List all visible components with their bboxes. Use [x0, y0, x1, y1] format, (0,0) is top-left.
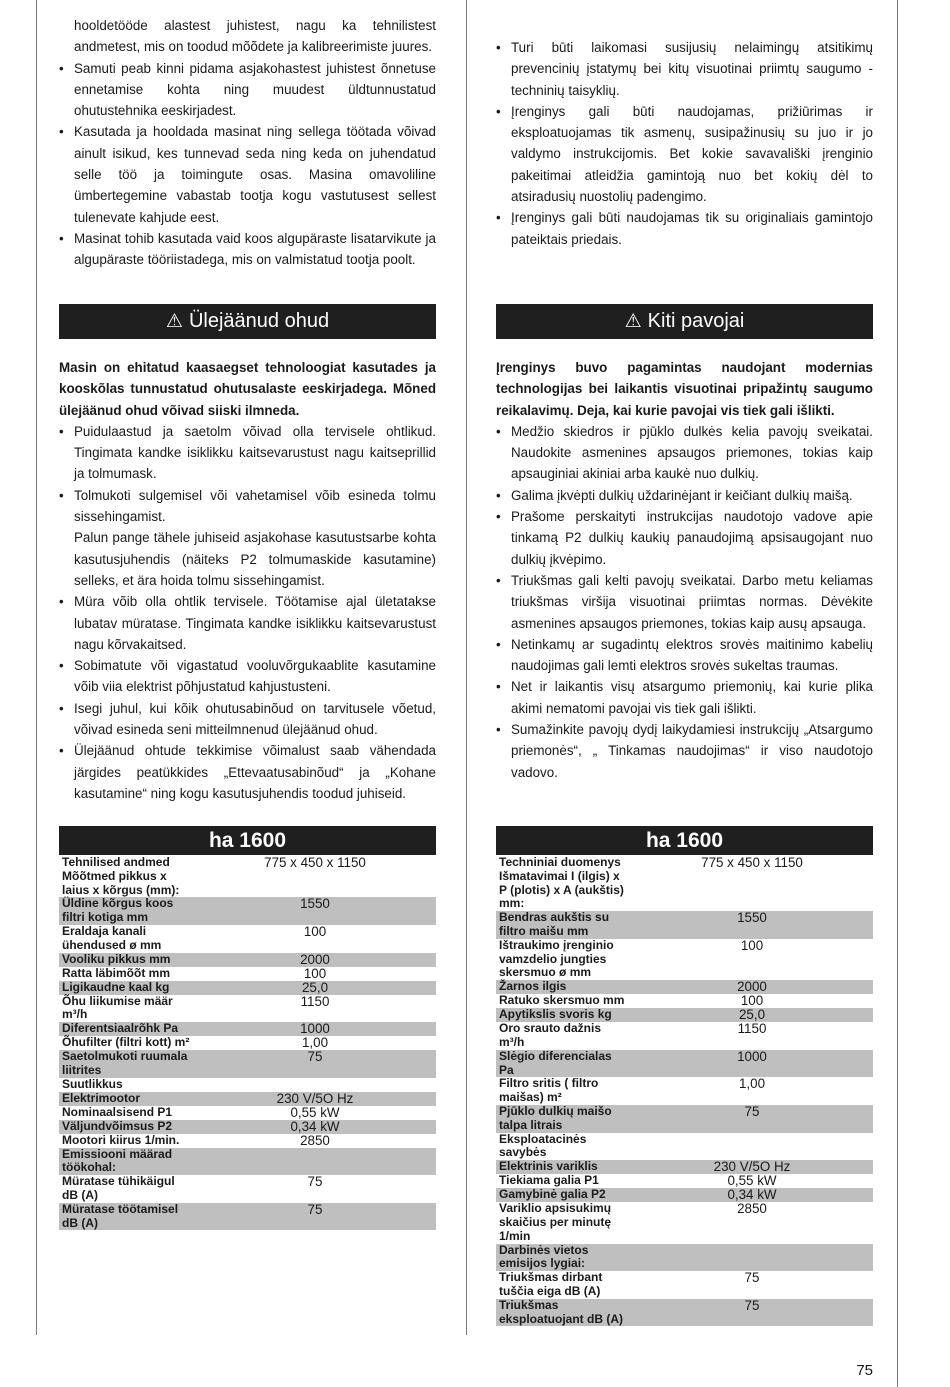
- list-item-text: Kasutada ja hooldada masinat ning sellega töötada võivad ainult isikud, kes tunnevad seda ning keda on juhendatud selle töö ja toimingute osas. Masina omavoliline ümbertegemine vabastab tootja kogu vastutusest sellest tulenevate kahjude eest.: [74, 124, 436, 225]
- spec-value: 775 x 450 x 1150: [701, 855, 803, 870]
- spec-value: 1000: [631, 1050, 873, 1078]
- list-item: [496, 101, 873, 207]
- left-spec-table: [59, 856, 436, 1230]
- bullet-icon: •: [496, 103, 501, 119]
- spec-label: Pjūklo dulkių maišo talpa litrais: [496, 1105, 631, 1133]
- list-item: [59, 698, 436, 741]
- bullet-icon: •: [59, 700, 64, 716]
- spec-row: [59, 995, 436, 1023]
- left-margin-rule: [36, 0, 37, 1335]
- spec-value: 1550: [631, 911, 873, 939]
- spec-row: [59, 1050, 436, 1078]
- list-item-text: Puidulaastud ja saetolm võivad olla tervisele ohtlikud. Tingimata kandke isiklikku kaitsevarustust nagu kaitseprillid ja tolmumask.: [74, 423, 436, 482]
- right-margin-rule: [897, 0, 898, 1387]
- spec-label: Tehnilised andmed Mõõtmed pikkus x laius x kõrgus (mm):: [62, 855, 180, 897]
- spec-label: Elektrimootor: [59, 1092, 194, 1106]
- spec-label: Emissiooni määrad töökohal:: [59, 1148, 194, 1176]
- list-item: [59, 228, 436, 271]
- right-heading-title: Kiti pavojai: [647, 310, 745, 332]
- list-item-text: Netinkamų ar sugadintų elektros srovės maitinimo kabelių naudojimas gali lemti elektros srovės sukeltas traumas.: [511, 636, 873, 674]
- spec-label: Variklio apsisukimų skaičius per minutę 1/min: [499, 1201, 612, 1243]
- left-model-title: ha 1600: [208, 828, 287, 852]
- list-item-text: Samuti peab kinni pidama asjakohastest juhistest õnnetuse ennetamise kohta ning muudest üldtunnustatud ohutustehnika eeskirjadest.: [74, 60, 436, 119]
- spec-value: 1150: [737, 1021, 767, 1037]
- spec-row: [59, 1092, 436, 1106]
- list-item: [59, 58, 436, 122]
- spec-value: 775 x 450 x 1150: [264, 855, 366, 870]
- spec-label: Müratase töötamisel dB (A): [59, 1203, 194, 1231]
- center-column-rule: [466, 0, 467, 1335]
- spec-row: [496, 856, 873, 911]
- spec-row: [59, 967, 436, 981]
- spec-label: Elektrinis variklis: [496, 1160, 631, 1174]
- spec-label: Darbinės vietos emisijos lygiai:: [496, 1244, 631, 1272]
- spec-row: [59, 925, 436, 953]
- spec-value: [194, 1148, 436, 1176]
- bullet-icon: •: [496, 40, 501, 55]
- spec-value: 75: [194, 1203, 436, 1231]
- spec-value: 100: [740, 937, 764, 953]
- spec-row: [59, 1106, 436, 1120]
- spec-row: [496, 1188, 873, 1202]
- spec-label: Triukšmas eksploatuojant dB (A): [496, 1299, 631, 1327]
- spec-value: 2850: [737, 1201, 767, 1217]
- right-hazards-list: [496, 421, 873, 783]
- spec-label: Žarnos ilgis: [496, 980, 631, 994]
- list-item-text: Turi būti laikomasi susijusių nelaimingų atsitikimų prevencinių įstatymų bei kitų visuotinai priimtų saugumo - techninių taisyklių.: [511, 40, 873, 98]
- bullet-icon: •: [59, 594, 64, 610]
- spec-label: Suutlikkus: [62, 1076, 123, 1091]
- spec-value: [631, 1133, 873, 1161]
- spec-value: 100: [740, 993, 764, 1009]
- right-top-bullets: [496, 37, 873, 250]
- spec-label: Saetolmukoti ruumala liitrites: [59, 1050, 194, 1078]
- spec-value: 0,34 kW: [631, 1188, 873, 1202]
- bullet-icon: •: [59, 423, 64, 439]
- list-item: [496, 506, 873, 570]
- left-top-bullets: [59, 15, 436, 271]
- spec-row: [496, 939, 873, 980]
- spec-label: Bendras aukštis su filtro maišu mm: [496, 911, 631, 939]
- list-item-text: Müra võib olla ohtlik tervisele. Töötamise ajal ületatakse lubatav müratase. Tingimata kandke isiklikku kaitsevarustust nagu kõrvakaitsed.: [74, 594, 436, 652]
- spec-label: Filtro sritis ( filtro maišas) m²: [499, 1076, 599, 1105]
- spec-value: 2850: [300, 1132, 330, 1148]
- spec-value: 100: [303, 965, 327, 981]
- spec-value: [194, 1078, 436, 1092]
- spec-row: [59, 1134, 436, 1148]
- spec-value: 0,55 kW: [727, 1173, 777, 1189]
- spec-label: Techniniai duomenys Išmatavimai I (ilgis) x P (plotis) x A (aukštis) mm:: [499, 855, 624, 911]
- list-item-text: Tolmukoti sulgemisel või vahetamisel võib esineda tolmu sissehingamist.: [74, 487, 436, 525]
- spec-row: [496, 1022, 873, 1050]
- spec-row: [496, 1244, 873, 1272]
- spec-label: Ištraukimo įrenginio vamzdelio jungties skersmuo ø mm: [499, 937, 614, 980]
- list-item: [496, 485, 873, 506]
- right-heading-bar: [496, 304, 873, 339]
- list-item: [496, 719, 873, 783]
- left-model-bar: [59, 826, 436, 855]
- spec-row: [59, 1203, 436, 1231]
- spec-value: 230 V/5O Hz: [631, 1160, 873, 1174]
- spec-row: [496, 994, 873, 1008]
- list-item-text: Sumažinkite pavojų dydį laikydamiesi instrukcijų „Atsargumo priemonės“, „ Tinkamas naudojimas“ ir viso naudotojo vadovo.: [511, 722, 873, 780]
- spec-value: 1,00: [301, 1035, 329, 1051]
- spec-label: Müratase tühikäigul dB (A): [62, 1174, 175, 1202]
- list-item-text: Įrenginys gali būti naudojamas, prižiūrimas ir eksploatuojamas tik asmenų, susipažinusių su juo ir jo valdymo instrukcijomis. Bet kokie savavališki įrenginio pakeitimai atleidžia gamintoją nuo bet kokių dėl to atsiradusių nuostolių padengimo.: [511, 103, 873, 205]
- list-item: [496, 676, 873, 719]
- spec-row: [496, 1160, 873, 1174]
- list-item-text: Isegi juhul, kui kõik ohutusabinõud on tarvitusele võetud, võivad esineda seni mitteilmnenud ülejäänud ohud.: [74, 700, 436, 738]
- list-item-text: Sobimatute või vigastatud vooluvõrgukaablite kasutamine võib viia elektrist põhjustatud kahjustusteni.: [74, 658, 436, 695]
- list-item-text: Prašome perskaityti instrukcijas naudotojo vadove apie tinkamą P2 dulkių kaukių panaudojimą apsisaugojant nuo dulkių įkvėpimo.: [511, 509, 873, 567]
- list-item: [496, 421, 873, 485]
- spec-value: 100: [303, 923, 327, 939]
- spec-label: Diferentsiaalrõhk Pa: [59, 1022, 194, 1036]
- spec-value: 0,55 kW: [290, 1104, 340, 1120]
- list-item: [59, 655, 436, 698]
- bullet-icon: •: [59, 658, 64, 674]
- list-item-text: Galima įkvėpti dulkių uždarinėjant ir keičiant dulkių maišą.: [511, 487, 853, 503]
- list-item: [59, 15, 436, 58]
- spec-row: [59, 1120, 436, 1134]
- spec-row: [59, 1036, 436, 1050]
- right-hazards-section: [496, 357, 873, 783]
- right-spec-table: [496, 856, 873, 1326]
- bullet-icon: •: [496, 487, 501, 503]
- spec-row: [59, 953, 436, 967]
- bullet-icon: •: [59, 487, 64, 503]
- right-model-title: ha 1600: [645, 828, 724, 852]
- spec-label: Vooliku pikkus mm: [59, 953, 194, 967]
- spec-label: Ratuko skersmuo mm: [499, 993, 625, 1008]
- spec-value: 25,0: [194, 981, 436, 995]
- spec-label: Ratta läbimõõt mm: [62, 965, 171, 980]
- bullet-icon: •: [496, 210, 501, 226]
- spec-label: Tiekiama galia P1: [499, 1173, 599, 1188]
- left-heading-bar: [59, 304, 436, 339]
- right-intro-text: Įrenginys buvo pagamintas naudojant modernias technologijas bei laikantis visuotinai pripažintų saugumo reikalavimų. Deja, kai kurie pavojai vis tiek gali išlikti.: [496, 360, 873, 418]
- spec-label: Õhu liikumise määr m³/h: [62, 993, 173, 1022]
- left-intro-text: Masin on ehitatud kaasaegset tehnoloogiat kasutades ja kooskõlas tunnustatud ohutusalaste eeskirjadega. Mõned ülejäänud ohud võivad siiski ilmneda.: [59, 360, 436, 418]
- left-heading-title: Ülejäänud ohud: [188, 310, 330, 332]
- spec-label: Õhufilter (filtri kott) m²: [62, 1035, 190, 1050]
- spec-value: 1,00: [738, 1076, 766, 1092]
- spec-row: [496, 1202, 873, 1243]
- spec-label: Eraldaja kanali ühendused ø mm: [62, 923, 162, 952]
- bullet-icon: •: [496, 509, 501, 525]
- spec-row: [496, 1077, 873, 1105]
- spec-row: [59, 856, 436, 897]
- spec-row: [59, 981, 436, 995]
- spec-value: 25,0: [631, 1008, 873, 1022]
- page-number: 75: [856, 1362, 873, 1379]
- warning-triangle-icon: ⚠: [165, 311, 183, 332]
- spec-value: 2000: [631, 980, 873, 994]
- list-item: [59, 740, 436, 804]
- spec-value: [631, 1244, 873, 1272]
- spec-label: Ligikaudne kaal kg: [59, 981, 194, 995]
- list-item-text: Net ir laikantis visų atsargumo priemonių, kai kurie plika akimi nematomi pavojai vis tiek gali išlikti.: [511, 679, 873, 716]
- list-item-text: Medžio skiedros ir pjūklo dulkės kelia pavojų sveikatai. Naudokite asmenines apsaugos priemones, tokias kaip apsauginiai akiniai arba kaukė nuo dulkių.: [511, 423, 873, 482]
- spec-row: [496, 1271, 873, 1299]
- right-model-bar: [496, 826, 873, 855]
- spec-row: [59, 1175, 436, 1203]
- spec-row: [496, 1174, 873, 1188]
- spec-value: 75: [744, 1270, 760, 1286]
- spec-label: Triukšmas dirbant tuščia eiga dB (A): [499, 1270, 603, 1298]
- spec-row: [496, 1008, 873, 1022]
- spec-value: 1150: [300, 993, 330, 1009]
- spec-row: [59, 1078, 436, 1092]
- list-item: [59, 527, 436, 591]
- spec-label: Eksploatacinės savybės: [499, 1131, 587, 1160]
- spec-row: [496, 1050, 873, 1078]
- spec-label: Apytikslis svoris kg: [496, 1008, 631, 1022]
- spec-row: [496, 911, 873, 939]
- spec-label: Mootori kiirus 1/min.: [62, 1132, 180, 1147]
- spec-row: [496, 980, 873, 994]
- bullet-icon: •: [59, 230, 64, 246]
- spec-row: [496, 1299, 873, 1327]
- spec-value: 75: [631, 1105, 873, 1133]
- spec-value: 2000: [194, 953, 436, 967]
- bullet-icon: •: [496, 423, 501, 439]
- spec-row: [59, 897, 436, 925]
- list-item: [59, 121, 436, 227]
- spec-value: 1000: [194, 1022, 436, 1036]
- list-item: [496, 570, 873, 634]
- left-hazards-list: [59, 421, 436, 804]
- bullet-icon: •: [59, 743, 64, 759]
- list-item: [496, 634, 873, 677]
- list-item-text: Įrenginys gali būti naudojamas tik su originaliais gamintojo pateiktais priedais.: [511, 210, 873, 247]
- bullet-icon: •: [496, 679, 501, 695]
- spec-label: Oro srauto dažnis m³/h: [499, 1021, 602, 1049]
- spec-label: Gamybinė galia P2: [496, 1188, 631, 1202]
- spec-label: Nominaalsisend P1: [62, 1104, 173, 1119]
- spec-value: 75: [194, 1050, 436, 1078]
- spec-value: 0,34 kW: [194, 1120, 436, 1134]
- spec-label: Slėgio diferencialas Pa: [496, 1050, 631, 1078]
- spec-value: 230 V/5O Hz: [194, 1092, 436, 1106]
- list-item-text: Palun pange tähele juhiseid asjakohase kasutustsarbe kohta kasutusjuhendis (näiteks P2 tolmumaskide kasutamine) selleks, et ära hoida tolmu sissehingamist.: [74, 530, 436, 588]
- spec-value: 75: [307, 1174, 323, 1190]
- bullet-icon: •: [496, 572, 501, 588]
- list-item-text: Ülejäänud ohtude tekkimise võimalust saab vähendada järgides peatükkides „Ettevaatusabinõud“ ja „Kohane kasutamine“ ning kogu kasutusjuhendis toodud juhiseid.: [74, 743, 436, 801]
- warning-triangle-icon: ⚠: [624, 311, 642, 332]
- list-item: [59, 485, 436, 528]
- spec-row: [496, 1133, 873, 1161]
- spec-label: Väljundvõimsus P2: [59, 1120, 194, 1134]
- list-item: [496, 37, 873, 101]
- list-item-text: Masinat tohib kasutada vaid koos algupäraste lisatarvikute ja algupäraste tööriistadega, mis on valmistatud tootja poolt.: [74, 230, 436, 268]
- list-item-text: Triukšmas gali kelti pavojų sveikatai. Darbo metu keliamas triukšmas viršija visuotinai priimtas normas. Dėvėkite asmenines apsaugos priemones, tokias kaip ausų apsauga.: [511, 572, 873, 631]
- bullet-icon: •: [496, 636, 501, 652]
- list-item: [59, 421, 436, 485]
- bullet-icon: •: [59, 124, 64, 140]
- spec-row: [59, 1148, 436, 1176]
- list-item: [59, 591, 436, 655]
- spec-label: Üldine kõrgus koos filtri kotiga mm: [59, 897, 194, 925]
- bullet-icon: •: [59, 60, 64, 76]
- left-hazards-section: [59, 357, 436, 804]
- list-item-text: hooldetööde alastest juhistest, nagu ka tehnilistest andmetest, mis on toodud mõõdete ja kalibreerimiste juures.: [74, 18, 436, 55]
- spec-value: 75: [631, 1299, 873, 1327]
- spec-value: 1550: [194, 897, 436, 925]
- spec-row: [496, 1105, 873, 1133]
- list-item: [496, 207, 873, 250]
- bullet-icon: •: [496, 722, 501, 738]
